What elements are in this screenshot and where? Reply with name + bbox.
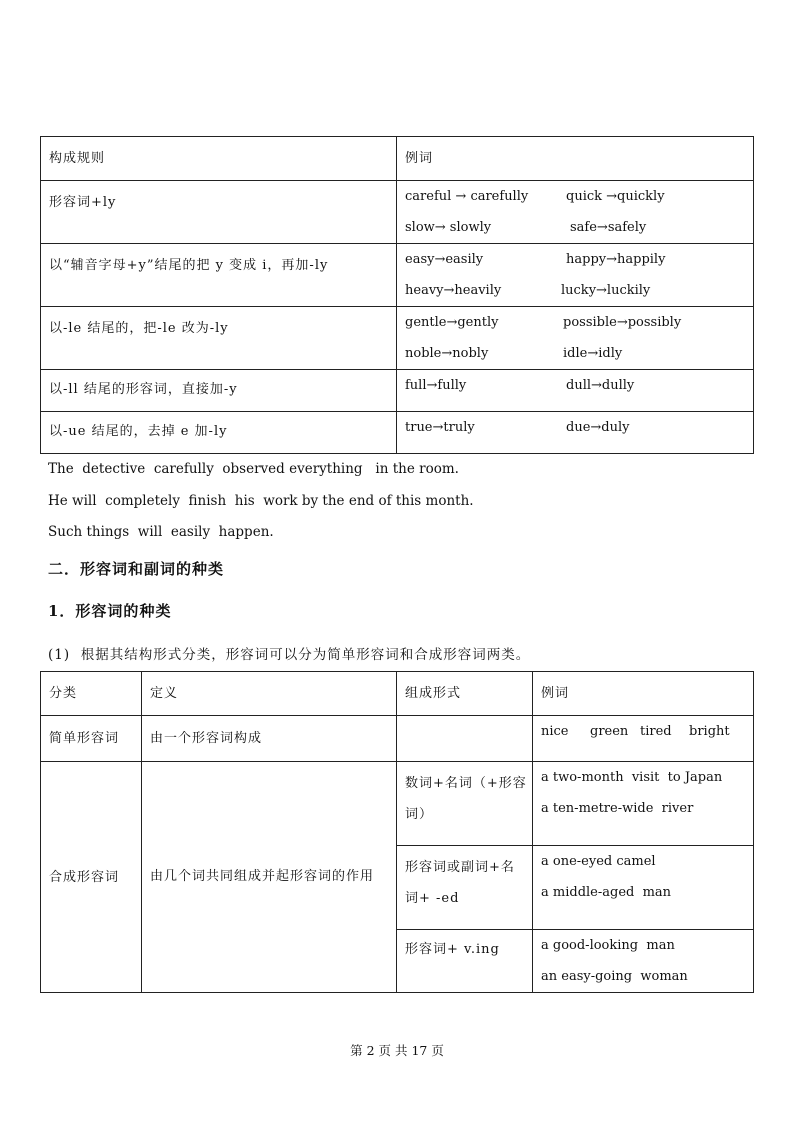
- example-word: safe→safely: [570, 220, 647, 235]
- example-phrase: a one-eyed camel: [541, 854, 656, 869]
- example-word: possible→possibly: [563, 315, 682, 330]
- definition-cell: 由一个形容词构成: [142, 716, 397, 762]
- examples-cell: [533, 846, 754, 930]
- table-row: [41, 716, 754, 762]
- example-phrase: an easy-going woman: [541, 969, 688, 984]
- form-cell: 形容词或副词+名词+ -ed: [397, 846, 533, 930]
- example-sentence: Such things will easily happen.: [48, 524, 274, 540]
- page-footer: 第 2 页 共 17 页: [350, 1043, 444, 1058]
- header-category: 分类: [41, 672, 142, 716]
- examples-cell: [397, 307, 754, 370]
- definition-cell: 由几个词共同组成并起形容词的作用: [142, 762, 397, 993]
- example-word: nice: [541, 724, 569, 739]
- table-header-row: [41, 137, 754, 181]
- example-word: careful → carefully: [405, 189, 529, 204]
- table-row: [41, 307, 754, 370]
- section-heading: 二．形容词和副词的种类: [48, 560, 225, 578]
- example-word: lucky→luckily: [561, 283, 651, 298]
- adverb-formation-table: [40, 136, 754, 454]
- example-word: noble→nobly: [405, 346, 489, 361]
- table-row: [41, 762, 754, 846]
- example-word: easy→easily: [405, 252, 484, 267]
- example-word: slow→ slowly: [405, 220, 492, 235]
- example-sentence: He will completely finish his work by the end of this month.: [48, 493, 474, 509]
- example-phrase: a two-month visit to Japan: [541, 770, 723, 785]
- table-row: [41, 244, 754, 307]
- table-row: [41, 181, 754, 244]
- paragraph: (1) 根据其结构形式分类，形容词可以分为简单形容词和合成形容词两类。: [48, 647, 531, 663]
- subsection-heading: 1．形容词的种类: [48, 602, 172, 620]
- examples-cell: [397, 244, 754, 307]
- form-cell: [397, 716, 533, 762]
- example-word: bright: [689, 724, 730, 739]
- rule-cell: 形容词+ly: [41, 181, 397, 244]
- adjective-types-table: [40, 671, 754, 993]
- category-cell: 合成形容词: [41, 762, 142, 993]
- example-word: gentle→gently: [405, 315, 499, 330]
- example-phrase: a middle-aged man: [541, 885, 672, 900]
- example-word: green: [590, 724, 629, 739]
- table-header-row: [41, 672, 754, 716]
- examples-cell: [397, 370, 754, 412]
- example-word: idle→idly: [563, 346, 623, 361]
- examples-cell: [533, 930, 754, 993]
- header-examples: 例词: [533, 672, 754, 716]
- examples-cell: [397, 181, 754, 244]
- header-definition: 定义: [142, 672, 397, 716]
- example-sentence: The detective carefully observed everything in the room.: [48, 461, 459, 477]
- example-word: happy→happily: [566, 252, 666, 267]
- rule-cell: 以-ue 结尾的，去掉 e 加-ly: [41, 412, 397, 454]
- table-row: [41, 370, 754, 412]
- example-phrase: a good-looking man: [541, 938, 675, 953]
- header-rule: 构成规则: [41, 137, 397, 181]
- example-word: quick →quickly: [566, 189, 665, 204]
- examples-cell: [533, 762, 754, 846]
- example-word: dull→dully: [566, 378, 635, 393]
- category-cell: 简单形容词: [41, 716, 142, 762]
- example-word: heavy→heavily: [405, 283, 502, 298]
- examples-cell: [533, 716, 754, 762]
- form-cell: 数词+名词（+形容词）: [397, 762, 533, 846]
- rule-cell: 以-le 结尾的，把-le 改为-ly: [41, 307, 397, 370]
- example-word: due→duly: [566, 420, 630, 435]
- examples-cell: [397, 412, 754, 454]
- rule-cell: 以“辅音字母+y”结尾的把 y 变成 i，再加-ly: [41, 244, 397, 307]
- example-word: true→truly: [405, 420, 475, 435]
- header-examples: 例词: [397, 137, 754, 181]
- form-cell: 形容词+ v.ing: [397, 930, 533, 993]
- header-form: 组成形式: [397, 672, 533, 716]
- table-row: [41, 412, 754, 454]
- example-phrase: a ten-metre-wide river: [541, 801, 694, 816]
- example-word: full→fully: [405, 378, 467, 393]
- example-word: tired: [640, 724, 672, 739]
- rule-cell: 以-ll 结尾的形容词，直接加-y: [41, 370, 397, 412]
